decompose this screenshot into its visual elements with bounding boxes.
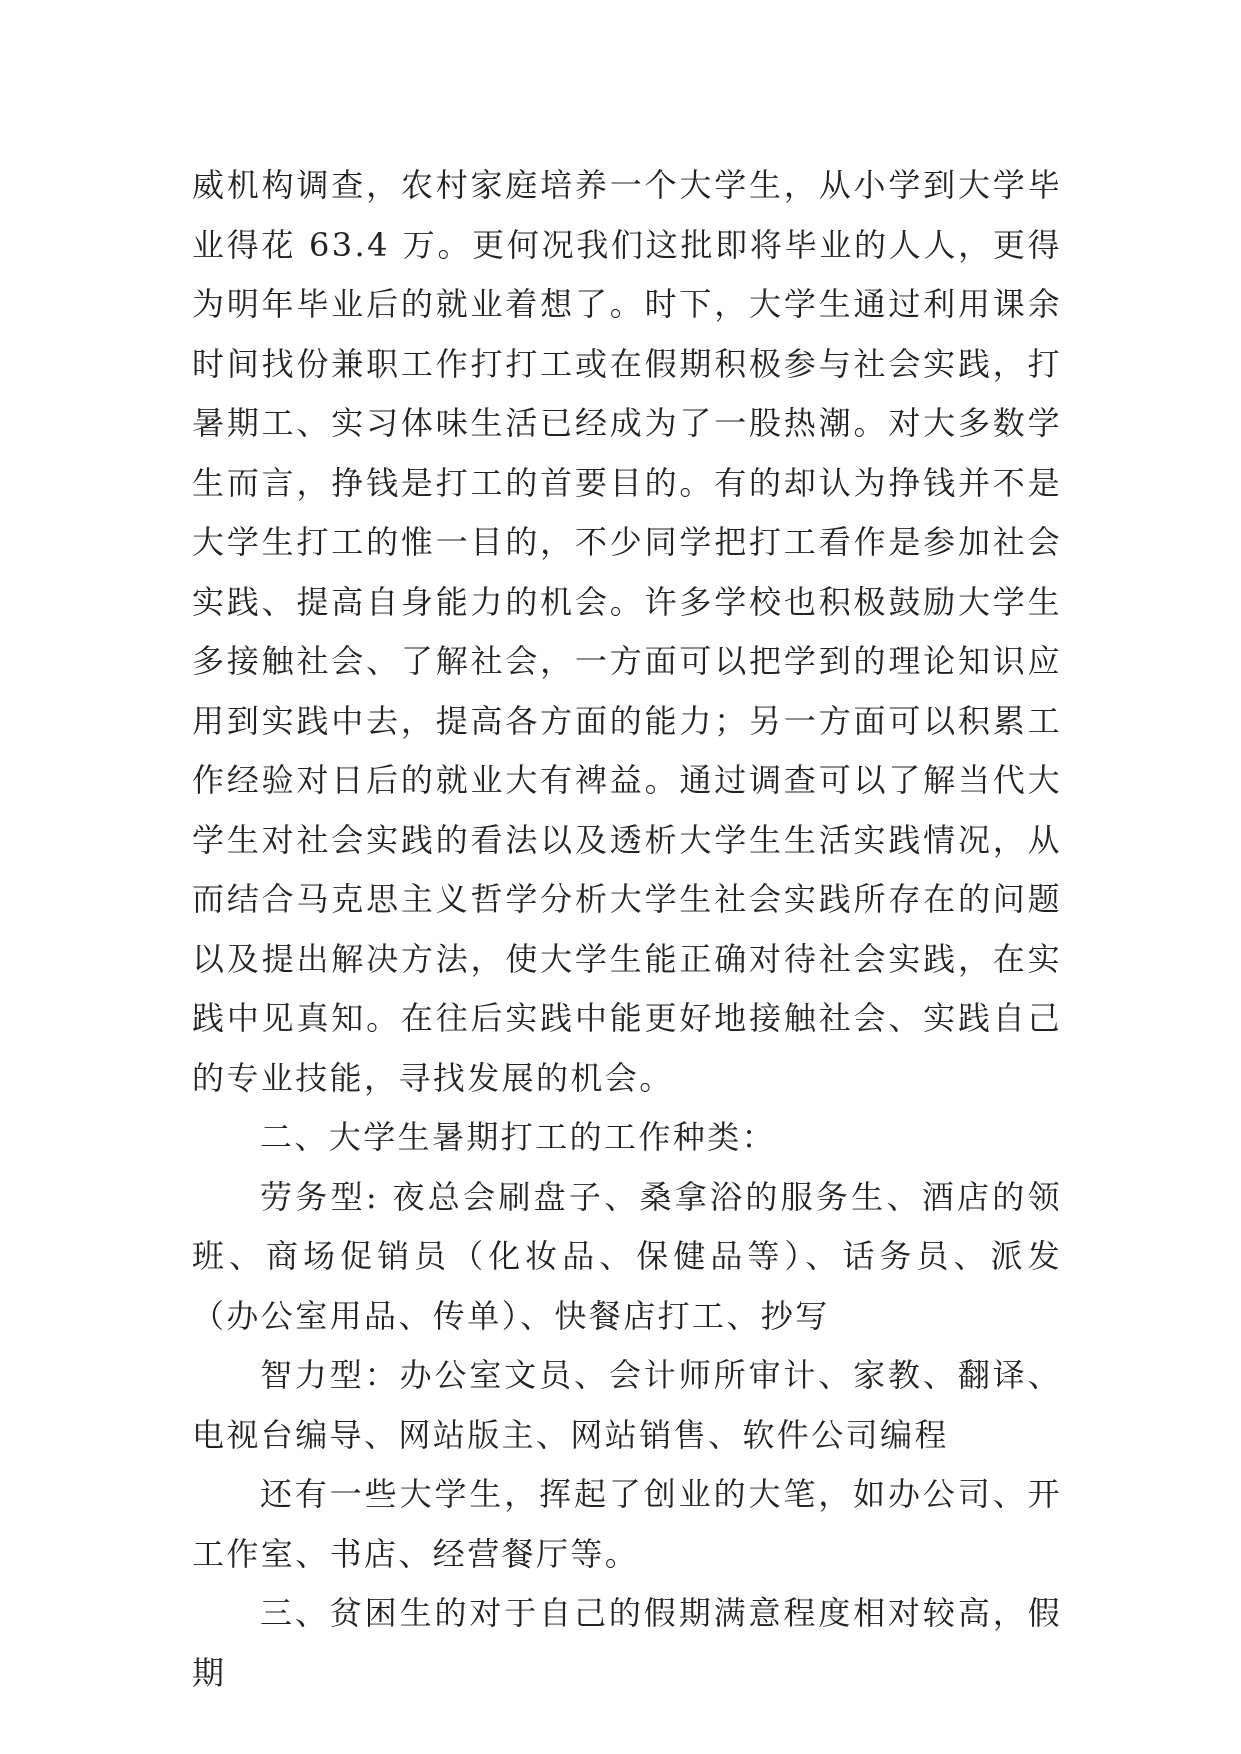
body-paragraph-continued: 威机构调查，农村家庭培养一个大学生，从小学到大学毕业得花 63.4 万。更何况我们这批即将毕业的人人，更得为明年毕业后的就业着想了。时下，大学生通过利用课余时间找份兼职工作打打工或在假期积极参与社会实践，打暑期工、实习体味生活已经成为了一股热潮。对大多数学生而言，挣钱是打工的首要目的。有的却认为挣钱并不是大学生打工的惟一目的，不少同学把打工看作是参加社会实践、提高自身能力的机会。许多学校也积极鼓励大学生多接触社会、了解社会，一方面可以把学到的理论知识应用到实践中去，提高各方面的能力；另一方面可以积累工作经验对日后的就业大有裨益。通过调查可以了解当代大学生对社会实践的看法以及透析大学生生活实践情况，从而结合马克思主义哲学分析大学生社会实践所存在的问题以及提出解决方法，使大学生能正确对待社会实践，在实践中见真知。在往后实践中能更好地接触社会、实践自己的专业技能，寻找发展的机会。 (192, 166, 1062, 1097)
entrepreneurship-paragraph: 还有一些大学生，挥起了创业的大笔，如办公司、开工作室、书店、经营餐厅等。 (192, 1475, 1062, 1573)
section-heading-3: 三、贫困生的对于自己的假期满意程度相对较高，假期 (192, 1594, 1062, 1692)
document-body (192, 156, 1062, 1703)
section-heading-2: 二、大学生暑期打工的工作种类： (260, 1118, 777, 1156)
labor-type-paragraph: 劳务型: 夜总会刷盘子、桑拿浴的服务生、酒店的领班、商场促销员（化妆品、保健品等）、话务员、派发（办公室用品、传单）、快餐店打工、抄写 (192, 1177, 1062, 1335)
intellectual-type-paragraph: 智力型：办公室文员、会计师所审计、家教、翻译、电视台编导、网站版主、网站销售、软件公司编程 (192, 1356, 1062, 1454)
